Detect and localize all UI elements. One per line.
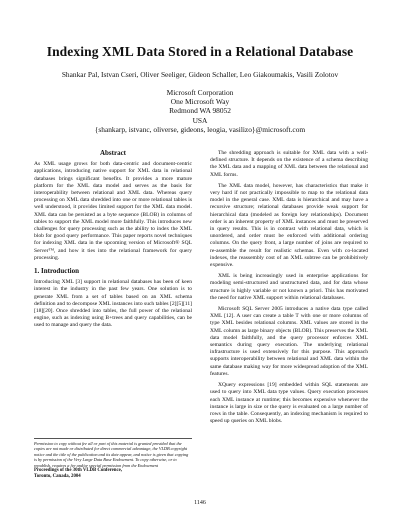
body-paragraph: XML is being increasingly used in enterprise applications for modeling semi-structured and unstructured data, and for data whose structure is highly variable or not known a priori. This has motivated the need for native XML support within relational databases.	[210, 273, 368, 301]
introduction-text: Introducing XML [3] support in relational databases has been of keen interest in the industry in the past few years. One solution is to generate XML from a set of tables based on an XML schema definition and to decompose XML instances into such tables [2][5][11] [18][20]. Once shredded into tables, the full power of the relational engine, such as indexing using B+trees and query capabilities, can be used to manage and query the data.	[34, 279, 192, 329]
author-list: Shankar Pal, Istvan Cseri, Oliver Seeliger, Gideon Schaller, Leo Giakoumakis, Vasili Zolotov	[61, 70, 339, 79]
affiliation-block	[0, 88, 400, 134]
footnote-text: Permission to copy without fee all or part of this material is granted provided that the copies are not made or distributed for direct commercial advantage, the VLDB copyright notice and the title of the publication and its date appear, and notice is given that copying is by permission of the Very Large Data Base Endowment. To copy otherwise, or to republish, requires a fee and/or special permission from the Endowment	[34, 441, 189, 468]
paper-title: Indexing XML Data Stored in a Relational Database	[46, 44, 354, 59]
body-paragraph: Microsoft SQL Server 2005 introduces a native data type called XML [12]. A user can create a table T with one or more columns of type XML besides relational columns. XML values are stored in the XML column as large binary objects (BLOB). This preserves the XML data model faithfully, and the query processor enforces XML semantics during query execution. The underlying relational infrastructure is used extensively for this purpose. This approach supports interoperability between relational and XML data within the same database making way for more widespread adoption of the XML features.	[210, 306, 368, 377]
affiliation-city: Redmond WA 98052	[169, 106, 231, 116]
affiliation-org: Microsoft Corporation	[166, 88, 234, 97]
body-paragraph: The XML data model, however, has characteristics that make it very hard if not practically impossible to map to the relational data model in the general case. XML data is hierarchical and may have a recursive structure; relational databases provide weak support for hierarchical data (modeled as foreign key relationships). Document order is an inherent property of XML instances and must be preserved in query results. This is in contrast with relational data, which is unordered, and order must be enforced with additional ordering columns. On the query front, a large number of joins are required to re-assemble the result for realistic schemas. Even with co-located indexes, the reassembly cost of an XML subtree can be prohibitively expensive.	[210, 182, 368, 269]
proceedings-location: Toronto, Canada, 2004	[34, 474, 81, 480]
body-paragraph: The shredding approach is suitable for XML data with a well-defined structure. It depends on the existence of a schema describing the XML data and a mapping of XML data between the relational and XML forms.	[210, 150, 368, 178]
affiliation-emails: {shankarp, istvanc, oliverse, gideons, leogia, vasilizo}@microsoft.com	[94, 124, 306, 134]
proceedings-line: Proceedings of the 30th VLDB Conference,	[34, 468, 122, 474]
body-paragraph: XQuery expressions [19] embedded within SQL statements are used to query into XML data type values. Query execution processes each XML instance at runtime; this becomes expensive whenever the instance is large in size or the query is evaluated on a large number of rows in the table. Consequently, an indexing mechanism is required to speed up queries on XML blobs.	[210, 382, 368, 425]
right-column	[210, 150, 368, 429]
abstract-text: As XML usage grows for both data-centric and document-centric applications, introducing native support for XML data in relational databases brings significant benefits. It provides a more mature platform for the XML data model and serves as the basis for interoperability between relational and XML data. Whereas query processing on XML data shredded into one or more relational tables is well understood, it provides limited support for the XML data model. XML data can be persisted as a byte sequence (BLOB) in columns of tables to support the XML model more faithfully. This introduces new challenges for query processing such as the ability to index the XML blob for good query performance. This paper reports novel techniques for indexing XML data in the upcoming version of Microsoft® SQL Server™, and how it ties into the relational framework for query processing.	[34, 161, 192, 261]
introduction-heading: 1. Introduction	[34, 267, 79, 276]
affiliation-street: One Microsoft Way	[170, 97, 230, 107]
affiliation-country: USA	[192, 115, 208, 125]
abstract-heading: Abstract	[99, 149, 127, 157]
page-number: 1146	[194, 500, 206, 506]
left-column	[34, 150, 192, 334]
copyright-footnote	[34, 438, 192, 480]
